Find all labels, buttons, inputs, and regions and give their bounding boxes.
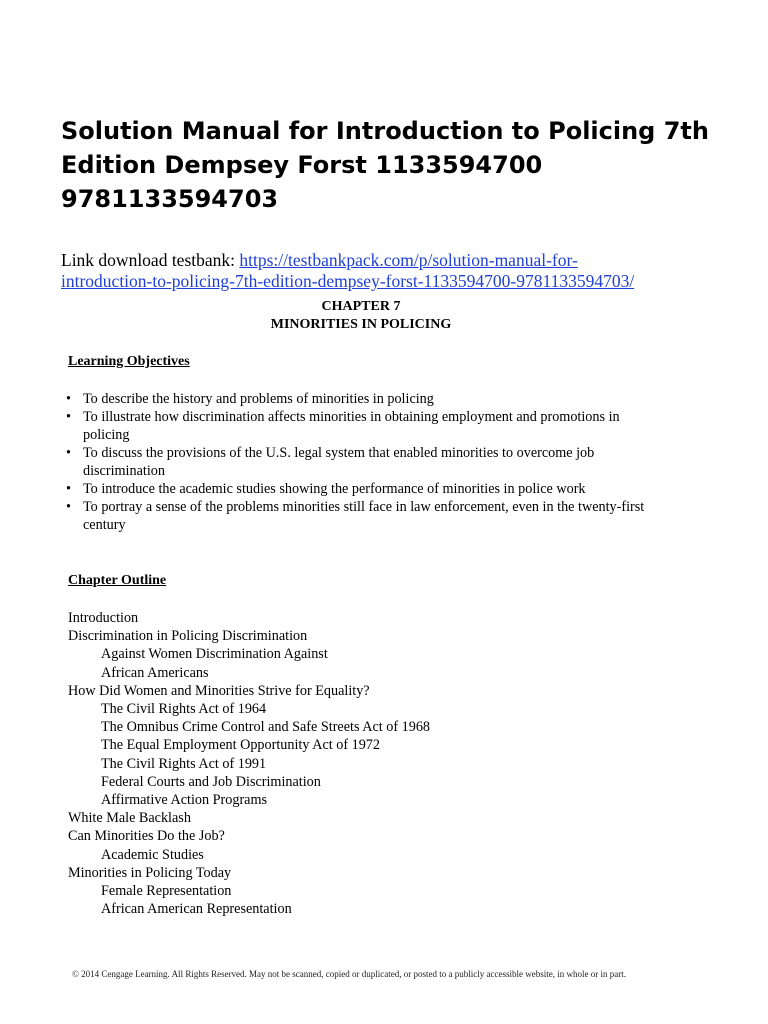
outline-subitem: Academic Studies bbox=[101, 846, 204, 863]
outline-subitem: The Omnibus Crime Control and Safe Streets Act of 1968 bbox=[101, 719, 431, 736]
chapter-title: MINORITIES IN POLICING bbox=[270, 317, 452, 332]
chapter-outline-list bbox=[68, 609, 430, 918]
copyright-footer: © 2014 Cengage Learning. All Rights Reserved. May not be scanned, copied or duplicated, or posted to a publicly accessible website, in whole or in part. bbox=[72, 969, 626, 979]
outline-subitem: The Civil Rights Act of 1991 bbox=[101, 755, 267, 772]
document-title: Solution Manual for Introduction to Policing 7th Edition Dempsey Forst 1133594700 9781133594703 bbox=[61, 117, 709, 213]
outline-item: How Did Women and Minorities Strive for Equality? bbox=[68, 682, 370, 699]
outline-subitem: Affirmative Action Programs bbox=[101, 792, 268, 809]
outline-subitem: African American Representation bbox=[101, 901, 292, 918]
outline-item: Minorities in Policing Today bbox=[68, 864, 232, 881]
objective-item: • To describe the history and problems of minorities in policing bbox=[66, 390, 666, 408]
outline-item: White Male Backlash bbox=[68, 810, 191, 827]
download-link-url-part1[interactable]: https://testbankpack.com/p/solution-manual-for- bbox=[239, 250, 578, 270]
outline-subitem: The Civil Rights Act of 1964 bbox=[101, 701, 267, 718]
outline-item: Can Minorities Do the Job? bbox=[68, 828, 225, 845]
download-link-label: Link download testbank: bbox=[61, 250, 240, 270]
chapter-number: CHAPTER 7 bbox=[321, 299, 401, 314]
outline-item: Discrimination in Policing Discrimination bbox=[68, 628, 308, 645]
learning-objectives-heading: Learning Objectives bbox=[68, 354, 190, 369]
outline-subitem: The Equal Employment Opportunity Act of 1972 bbox=[101, 737, 380, 754]
objective-item: • To discuss the provisions of the U.S. legal system that enabled minorities to overcome job discrimination bbox=[66, 444, 666, 480]
objective-item: • To introduce the academic studies showing the performance of minorities in police work bbox=[66, 480, 666, 498]
outline-subitem: Federal Courts and Job Discrimination bbox=[101, 773, 321, 790]
download-link-url-part2[interactable]: introduction-to-policing-7th-edition-dempsey-forst-1133594700-9781133594703/ bbox=[61, 271, 635, 291]
learning-objectives-list bbox=[66, 390, 666, 534]
outline-subitem: African Americans bbox=[101, 664, 209, 681]
download-link-line bbox=[61, 250, 741, 292]
outline-subitem: Female Representation bbox=[101, 883, 232, 900]
objective-item: • To illustrate how discrimination affects minorities in obtaining employment and promotions in policing bbox=[66, 408, 666, 444]
objective-item: • To portray a sense of the problems minorities still face in law enforcement, even in the twenty-first century bbox=[66, 498, 666, 534]
outline-item: Introduction bbox=[68, 610, 139, 626]
chapter-outline-heading: Chapter Outline bbox=[68, 573, 167, 588]
outline-subitem: Against Women Discrimination Against bbox=[101, 646, 328, 663]
